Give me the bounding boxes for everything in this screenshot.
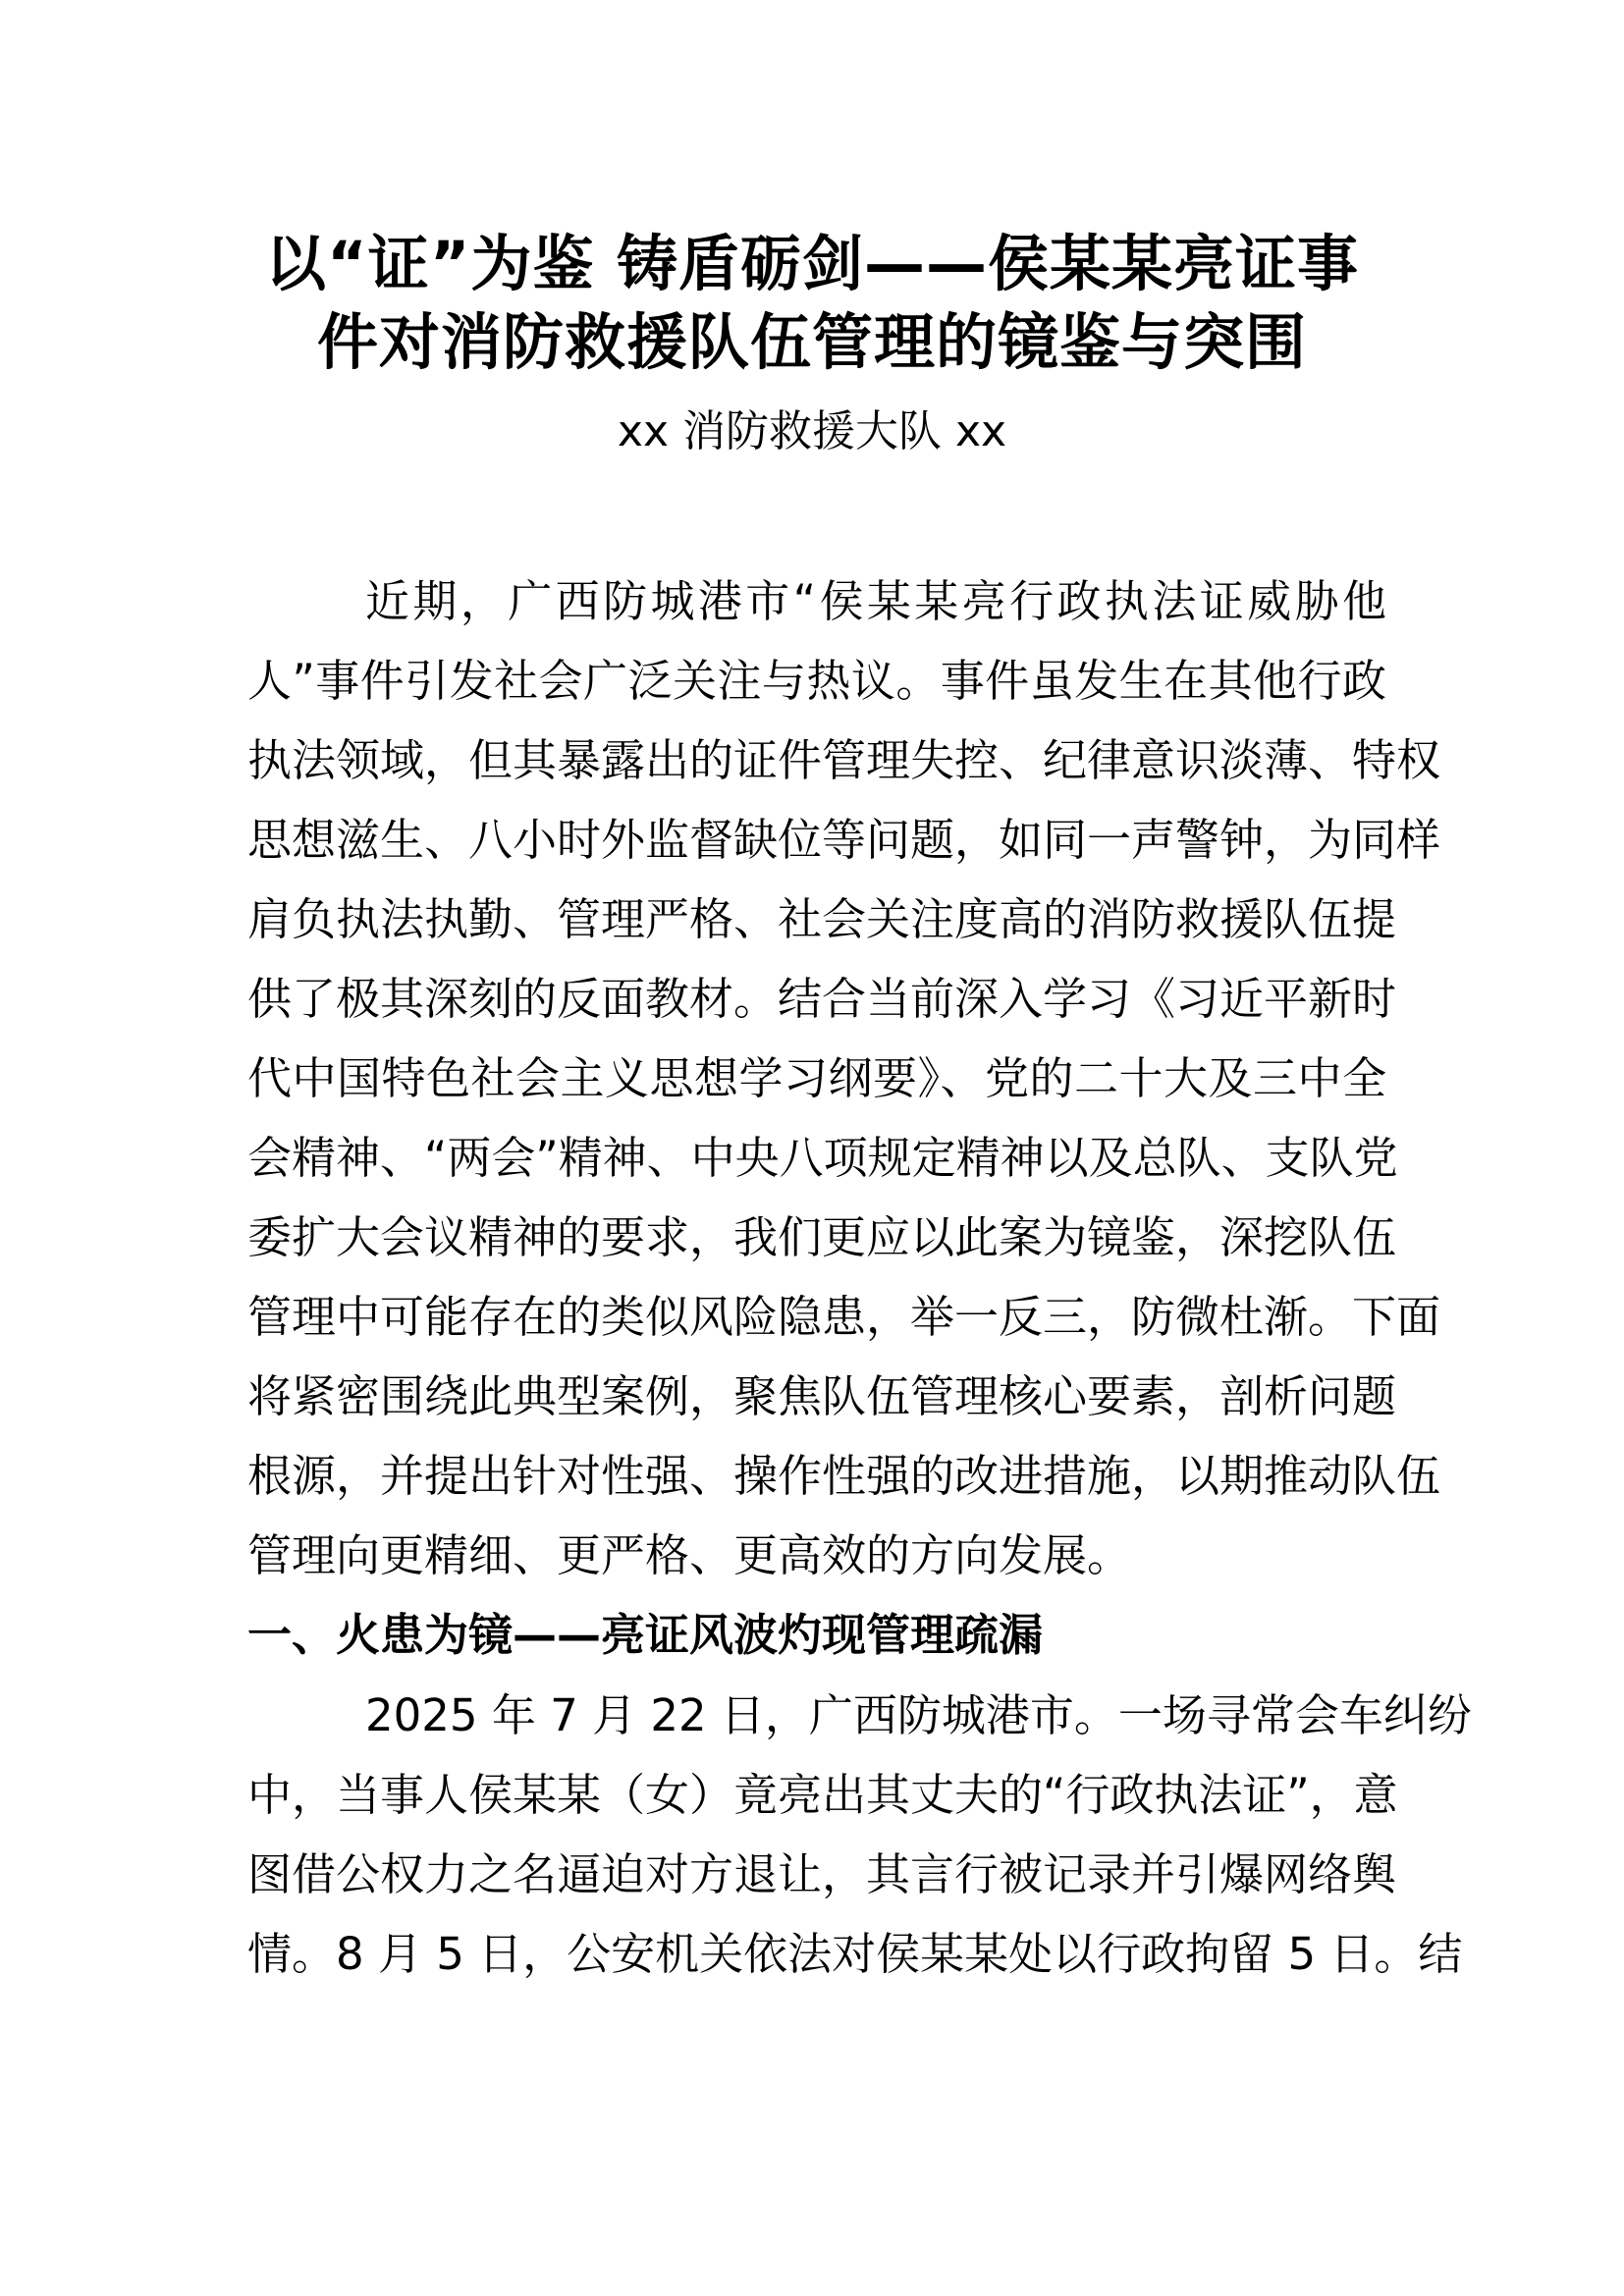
paragraph-line: 执法领域，但其暴露出的证件管理失控、纪律意识淡薄、特权 — [247, 734, 1441, 786]
paragraph-line: 肩负执法执勤、管理严格、社会关注度高的消防救援队伍提 — [247, 893, 1397, 945]
paragraph-line: 思想滋生、八小时外监督缺位等问题，如同一声警钟，为同样 — [247, 814, 1441, 866]
paragraph-line: 2025 年 7 月 22 日，广西防城港市。一场寻常会车纠纷 — [365, 1689, 1472, 1741]
document-title-line-1: 以“证”为鉴 铸盾砺剑——侯某某亮证事 — [264, 228, 1360, 299]
paragraph-line: 情。8 月 5 日，公安机关依法对侯某某处以行政拘留 5 日。结 — [247, 1928, 1463, 1980]
paragraph-line: 委扩大会议精神的要求，我们更应以此案为镜鉴，深挖队伍 — [247, 1211, 1397, 1263]
paragraph-line: 代中国特色社会主义思想学习纲要》、党的二十大及三中全 — [247, 1052, 1386, 1104]
paragraph-line: 根源，并提出针对性强、操作性强的改进措施，以期推动队伍 — [247, 1450, 1441, 1502]
paragraph-line: 将紧密围绕此典型案例，聚焦队伍管理核心要素，剖析问题 — [247, 1370, 1397, 1422]
paragraph-line: 图借公权力之名逼迫对方退让，其言行被记录并引爆网络舆 — [247, 1848, 1397, 1900]
paragraph-line: 近期，广西防城港市“侯某某亮行政执法证威胁他 — [365, 575, 1386, 627]
paragraph-line: 管理向更精细、更严格、更高效的方向发展。 — [247, 1529, 1132, 1581]
paragraph-line: 管理中可能存在的类似风险隐患，举一反三，防微杜渐。下面 — [247, 1291, 1441, 1343]
paragraph-line: 人”事件引发社会广泛关注与热议。事件虽发生在其他行政 — [247, 655, 1386, 707]
section-heading: 一、火患为镜——亮证风波灼现管理疏漏 — [247, 1609, 1044, 1661]
paragraph-line: 中，当事人侯某某（女）竟亮出其丈夫的“行政执法证”，意 — [247, 1769, 1398, 1821]
author-line: xx 消防救援大队 xx — [617, 406, 1007, 456]
document-title-line-2: 件对消防救援队伍管理的镜鉴与突围 — [316, 306, 1307, 378]
paragraph-line: 供了极其深刻的反面教材。结合当前深入学习《习近平新时 — [247, 973, 1397, 1025]
paragraph-line: 会精神、“两会”精神、中央八项规定精神以及总队、支队党 — [247, 1132, 1398, 1184]
